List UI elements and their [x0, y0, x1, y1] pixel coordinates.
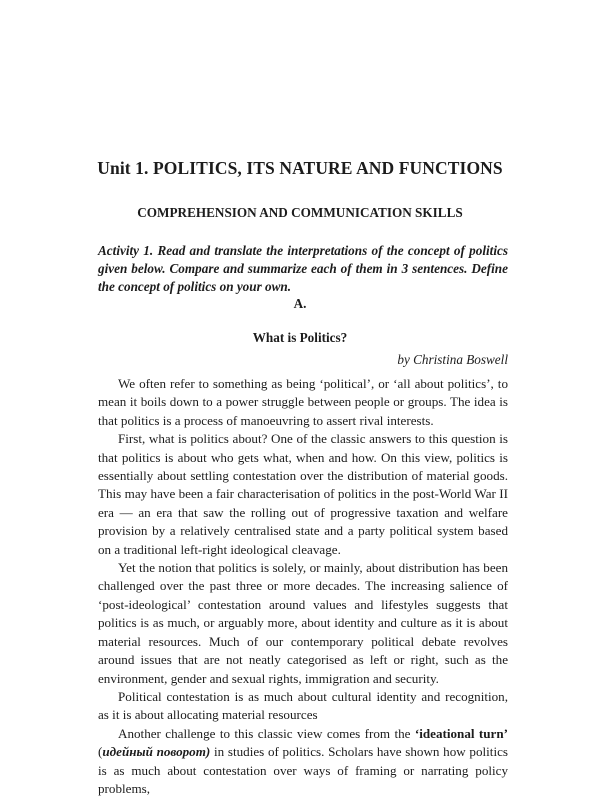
term-ideational-turn: ‘ideational turn’	[414, 725, 508, 741]
article-body	[98, 375, 508, 798]
activity-instructions: Activity 1. Read and translate the interpretations of the concept of politics given below. Compare and summarize each of them in 3 sentences. Define the concept of politics on your own.	[98, 243, 508, 294]
paragraph: We often refer to something as being ‘political’, or ‘all about politics’, to mean it boils down to a power struggle between people or groups. The idea is that politics is a process of manoeuvring to assert rival interests.	[98, 376, 508, 428]
article-title: What is Politics?	[252, 330, 348, 345]
unit-title: Unit 1. POLITICS, ITS NATURE AND FUNCTIONS	[97, 158, 503, 178]
paragraph-text: Another challenge to this classic view comes from the	[118, 725, 415, 741]
section-heading: COMPREHENSION AND COMMUNICATION SKILLS	[137, 205, 463, 220]
paragraph: Political contestation is as much about cultural identity and recognition, as it is about allocating material resources	[98, 688, 508, 723]
paragraph-text: in studies of politics. Scholars have shown how politics is as much about contestation over ways of framing or narrating policy problems,	[98, 744, 508, 796]
paragraph-text: (	[98, 744, 103, 760]
paragraph	[98, 725, 508, 798]
article-byline: by Christina Boswell	[397, 352, 508, 367]
term-russian-translation: идейный поворот)	[102, 744, 211, 760]
paragraph: First, what is politics about? One of the classic answers to this question is that politics is about who gets what, when and how. On this view, politics is essentially about settling contestation over the distribution of material goods. This may have been a fair characterisation of politics in the post-World War II era — an era that saw the rolling out of progressive taxation and welfare provision by a relatively centralised state and a party political system based on a traditional left-right ideological cleavage.	[98, 431, 508, 557]
paragraph: Yet the notion that politics is solely, or mainly, about distribution has been challenged over the past three or more decades. The increasing salience of ‘post-ideological’ contestation around values and lifestyles suggests that politics is as much, or arguably more, about identity and culture as it is about material resources. Much of our contemporary political debate revolves around issues that are not neatly categorised as left or right, such as the environment, gender and sexual rights, immigration and security.	[98, 560, 508, 686]
section-letter: A.	[293, 296, 307, 311]
